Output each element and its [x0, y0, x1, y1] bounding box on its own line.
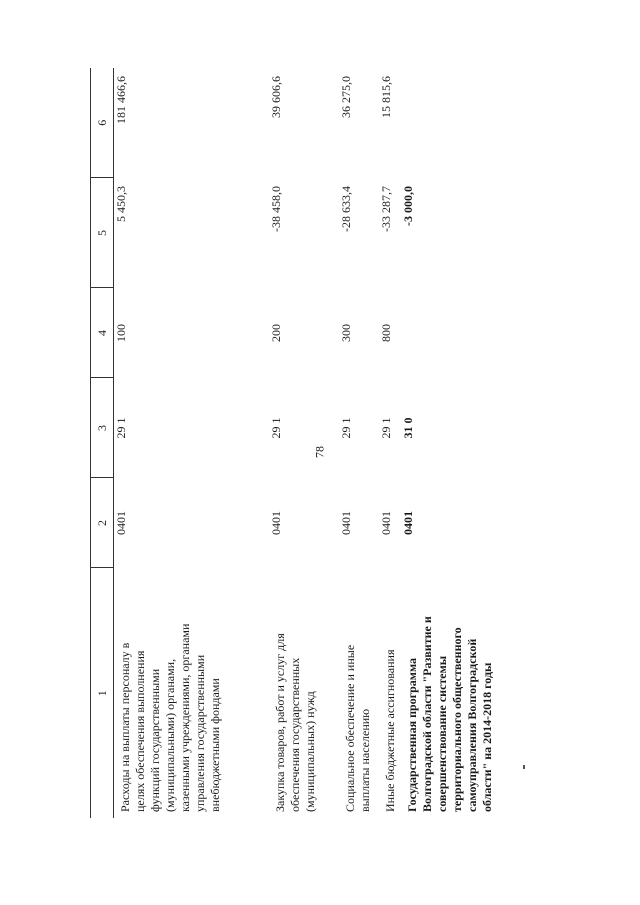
description-line: (муниципальных) нужд — [302, 691, 317, 812]
expense-type-cell: 100 — [114, 324, 128, 342]
scan-speck — [523, 765, 525, 769]
description-line: Социальное обеспечение и иные — [342, 644, 357, 812]
table-row — [114, 68, 269, 818]
target-article-cell: 29 1 — [378, 417, 393, 439]
change-amount-cell: -28 633,4 — [338, 186, 353, 232]
description-line: обеспечения государственных — [287, 657, 302, 812]
target-article-cell: 29 1 — [338, 417, 353, 439]
description-line: выплаты населению — [357, 708, 372, 812]
description-line: функций государственными — [148, 668, 162, 812]
row-description — [401, 568, 571, 818]
expense-type-cell: 300 — [338, 324, 353, 342]
column-header: 5 — [91, 178, 114, 288]
table-row — [339, 68, 379, 818]
row-description — [339, 568, 379, 818]
total-amount-cell: 36 275,0 — [338, 76, 353, 118]
column-header: 1 — [91, 568, 114, 818]
section-code-cell: 0401 — [268, 511, 283, 535]
description-line: Закупка товаров, работ и услуг для — [272, 633, 287, 812]
budget-table — [90, 68, 571, 818]
section-code-cell: 0401 — [378, 511, 393, 535]
page-number: 78 — [312, 446, 327, 458]
row-description — [269, 568, 339, 818]
description-line: Государственная программа — [404, 657, 419, 812]
description-line: самоуправления Волгоградской — [464, 638, 479, 812]
description-line: совершенствование системы — [434, 655, 449, 812]
change-amount-cell: -38 458,0 — [268, 186, 283, 232]
table-row — [269, 68, 339, 818]
section-code-cell: 0401 — [338, 511, 353, 535]
column-header: 6 — [91, 68, 114, 178]
description-line: управления государственными — [193, 654, 207, 812]
total-amount-cell: 15 815,6 — [378, 76, 393, 118]
description-line: Волгоградской области "Развитие и — [419, 616, 434, 812]
expense-type-cell — [401, 288, 571, 378]
description-line: области" на 2014-2018 годы — [479, 662, 494, 812]
table-row — [379, 68, 401, 818]
expense-type-cell: 800 — [378, 324, 393, 342]
description-line: казенными учреждениями, органами — [178, 623, 192, 812]
description-line: Иные бюджетные ассигнования — [382, 649, 397, 812]
section-code-cell: 0401 — [400, 511, 415, 535]
description-line: внебюджетными фондами — [208, 678, 222, 812]
description-line: Расходы на выплаты персоналу в — [118, 642, 132, 812]
total-amount-cell — [401, 68, 571, 178]
rotated-table-container — [90, 68, 570, 818]
change-amount-cell: -3 000,0 — [400, 186, 415, 226]
description-line: территориального общественного — [449, 627, 464, 812]
target-article-cell: 29 1 — [268, 417, 283, 439]
description-line: (муниципальными) органами, — [163, 658, 177, 812]
table-row — [401, 68, 571, 818]
change-amount-cell: 5 450,3 — [114, 186, 128, 222]
column-number-row — [91, 68, 114, 818]
total-amount-cell: 181 466,6 — [114, 76, 128, 124]
column-header: 3 — [91, 378, 114, 478]
target-article-cell: 31 0 — [400, 417, 415, 439]
total-amount-cell: 39 606,6 — [268, 76, 283, 118]
description-line: целях обеспечения выполнения — [133, 650, 147, 812]
row-description — [114, 568, 269, 818]
section-code-cell: 0401 — [114, 511, 128, 535]
change-amount-cell: -33 287,7 — [378, 186, 393, 232]
column-header: 4 — [91, 288, 114, 378]
table-body — [114, 68, 571, 818]
row-description — [379, 568, 401, 818]
target-article-cell: 29 1 — [114, 417, 128, 439]
column-header: 2 — [91, 478, 114, 568]
expense-type-cell: 200 — [268, 324, 283, 342]
